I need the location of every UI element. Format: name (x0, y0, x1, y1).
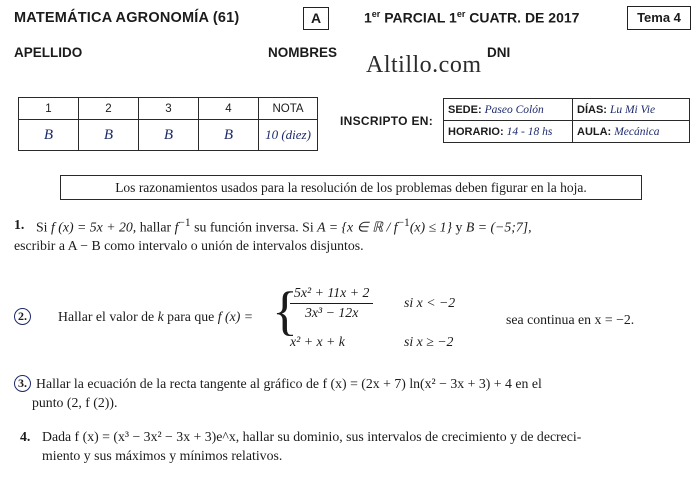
ex1-function: f (x) = 5x + 20, (50, 219, 137, 235)
horario-label: HORARIO: (448, 125, 504, 138)
ex3-line1: Hallar la ecuación de la recta tangente al gráfico de f (x) = (2x + 7) ln(x² − 3x + 3) + 4 en el (36, 376, 542, 391)
ex1-seg-b: hallar (136, 219, 175, 235)
grades-value-1 (19, 120, 79, 151)
dias-value: Lu Mi Vie (609, 103, 656, 116)
exam-period-mid: PARCIAL 1 (380, 9, 457, 26)
grades-value-nota (259, 120, 318, 151)
table-row (444, 121, 690, 143)
ex1-line2: escribir a A − B como intervalo o unión de intervalos disjuntos. (14, 238, 364, 254)
ex1-seg-c: su función inversa. Si (190, 219, 318, 235)
ex1-finv: f (174, 219, 179, 235)
ex1-setA-rest: (x) ≤ 1} (409, 219, 453, 235)
exam-period-post: CUATR. DE 2017 (465, 9, 580, 26)
ex2-condition-1: si x < −2 (404, 295, 456, 310)
ex3-line2: punto (2, f (2)). (32, 394, 118, 410)
aula-cell (573, 121, 690, 143)
exam-period-sup1: er (371, 9, 381, 19)
ex2-fraction (290, 284, 373, 322)
exercise-1-number: 1. (14, 217, 25, 232)
exercise-2-number: 2. (14, 308, 31, 325)
ex2-piece-1 (290, 284, 373, 322)
sede-value: Paseo Colón (484, 103, 544, 116)
dias-label: DÍAS: (577, 103, 607, 116)
exercise-4 (20, 428, 686, 465)
exam-period-label (364, 9, 579, 26)
inscripto-label: INSCRIPTO EN: (340, 114, 434, 128)
grades-header-4: 4 (199, 98, 259, 120)
ex2-lead: Hallar el valor de (58, 309, 158, 324)
ex2-k: k (157, 309, 164, 324)
ex2-tail: sea continua en x = −2. (506, 312, 635, 327)
exercise-3-number: 3. (14, 375, 31, 392)
ex1-seg-a: Si (36, 219, 51, 235)
ex1-setA-sup: −1 (397, 217, 410, 229)
nombres-label: NOMBRES (268, 45, 338, 60)
table-row (19, 120, 318, 151)
instructions-banner: Los razonamientos usados para la resolución de los problemas deben figurar en la hoja. (60, 175, 642, 200)
grades-table (18, 97, 318, 151)
sede-cell (444, 99, 573, 121)
handwritten-grade-1: B (43, 126, 54, 143)
ex2-fraction-denominator: 3x³ − 12x (305, 304, 359, 320)
handwritten-grade-2: B (103, 126, 114, 143)
dias-cell (573, 99, 690, 121)
table-row (19, 98, 318, 120)
ex1-setA: A = {x ∈ ℝ / f (317, 219, 398, 235)
ex4-line2: miento y sus máximos y mínimos relativos. (42, 447, 283, 463)
tema-box: Tema 4 (627, 6, 691, 30)
exercise-2-body (58, 308, 253, 327)
inscripcion-table (443, 98, 690, 143)
exercise-1 (14, 216, 686, 256)
apellido-label: APELLIDO (14, 45, 83, 60)
ex2-condition-2: si x ≥ −2 (404, 334, 454, 349)
horario-value: 14 - 18 hs (506, 125, 553, 138)
ex2-lead2: para que (163, 309, 218, 324)
aula-label: AULA: (577, 125, 612, 138)
grades-header-3: 3 (139, 98, 199, 120)
exercise-4-number: 4. (20, 429, 31, 444)
grades-value-4 (199, 120, 259, 151)
ex4-line1: Dada f (x) = (x³ − 3x² − 3x + 3)e^x, hallar su dominio, sus intervalos de crecimiento y de decreci- (42, 429, 582, 444)
horario-cell (444, 121, 573, 143)
grades-value-2 (79, 120, 139, 151)
exercise-3-body (32, 375, 686, 412)
handwritten-final-grade: 10 (diez) (265, 127, 311, 142)
exercise-4-body (42, 428, 686, 465)
ex1-seg-d: y (452, 219, 466, 235)
ex2-fx: f (x) = (217, 309, 254, 324)
handwritten-grade-3: B (163, 126, 174, 143)
exercise-1-body (14, 216, 686, 256)
variant-box: A (303, 7, 329, 30)
grades-header-1: 1 (19, 98, 79, 120)
aula-value: Mecánica (614, 125, 660, 138)
table-row (444, 99, 690, 121)
watermark: Altillo.com (366, 52, 482, 78)
exercise-3 (14, 375, 686, 412)
exam-period-sup2: er (456, 9, 466, 19)
ex1-finv-sup: −1 (178, 217, 191, 229)
grades-value-3 (139, 120, 199, 151)
piecewise-brace: { (272, 281, 298, 341)
dni-label: DNI (487, 45, 511, 60)
handwritten-grade-4: B (223, 126, 234, 143)
ex1-setB: B = (−5;7], (465, 219, 532, 235)
exam-period-pre: 1 (364, 9, 372, 26)
grades-header-nota: NOTA (259, 98, 318, 120)
grades-header-2: 2 (79, 98, 139, 120)
page-title: MATEMÁTICA AGRONOMÍA (61) (14, 10, 240, 26)
ex2-fraction-numerator: 5x² + 11x + 2 (290, 284, 373, 304)
ex2-piece-2: x² + x + k (290, 334, 345, 349)
sede-label: SEDE: (448, 103, 482, 116)
